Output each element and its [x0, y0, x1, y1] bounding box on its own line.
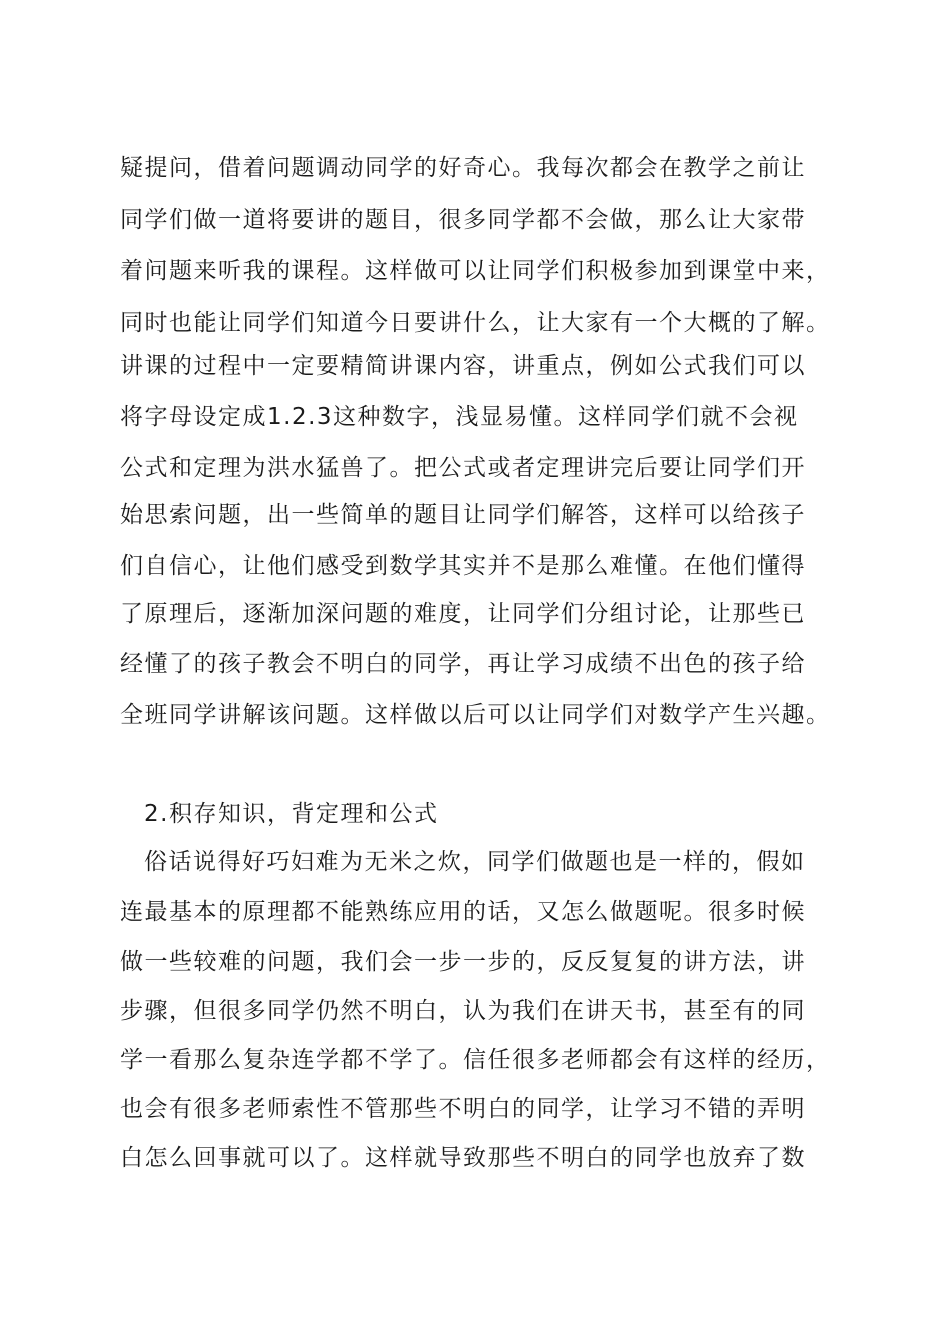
- paragraph-line: 全班同学讲解该问题。这样做以后可以让同学们对数学产生兴趣。: [120, 702, 831, 728]
- paragraph-line: 了原理后，逐渐加深问题的难度，让同学们分组讨论，让那些已: [120, 601, 806, 627]
- paragraph-line: 俗话说得好巧妇难为无米之炊，同学们做题也是一样的，假如: [144, 849, 806, 875]
- paragraph-line: 始思索问题，出一些简单的题目让同学们解答，这样可以给孩子: [120, 502, 806, 528]
- paragraph-line: 做一些较难的问题，我们会一步一步的，反反复复的讲方法，讲: [120, 949, 806, 975]
- paragraph-line: 白怎么回事就可以了。这样就导致那些不明白的同学也放弃了数: [120, 1145, 806, 1171]
- paragraph-line: 也会有很多老师索性不管那些不明白的同学，让学习不错的弄明: [120, 1096, 806, 1122]
- paragraph-line: 讲课的过程中一定要精简讲课内容，讲重点，例如公式我们可以: [120, 353, 806, 379]
- paragraph-line: 连最基本的原理都不能熟练应用的话，又怎么做题呢。很多时候: [120, 899, 806, 925]
- paragraph-line: 同学们做一道将要讲的题目，很多同学都不会做，那么让大家带: [120, 207, 806, 233]
- paragraph-line: 公式和定理为洪水猛兽了。把公式或者定理讲完后要让同学们开: [120, 455, 806, 481]
- paragraph-line: 步骤，但很多同学仍然不明白，认为我们在讲天书，甚至有的同: [120, 998, 806, 1024]
- paragraph-line: 着问题来听我的课程。这样做可以让同学们积极参加到课堂中来，: [120, 258, 831, 284]
- paragraph-line: 们自信心，让他们感受到数学其实并不是那么难懂。在他们懂得: [120, 553, 806, 579]
- paragraph-line: 将字母设定成1.2.3这种数字，浅显易懂。这样同学们就不会视: [120, 404, 799, 430]
- paragraph-line: 疑提问，借着问题调动同学的好奇心。我每次都会在教学之前让: [120, 155, 806, 181]
- paragraph-line: 同时也能让同学们知道今日要讲什么，让大家有一个大概的了解。: [120, 310, 831, 336]
- paragraph-line: 学一看那么复杂连学都不学了。信任很多老师都会有这样的经历，: [120, 1047, 831, 1073]
- paragraph-line: 经懂了的孩子教会不明白的同学，再让学习成绩不出色的孩子给: [120, 651, 806, 677]
- section-heading: 2.积存知识，背定理和公式: [144, 801, 439, 827]
